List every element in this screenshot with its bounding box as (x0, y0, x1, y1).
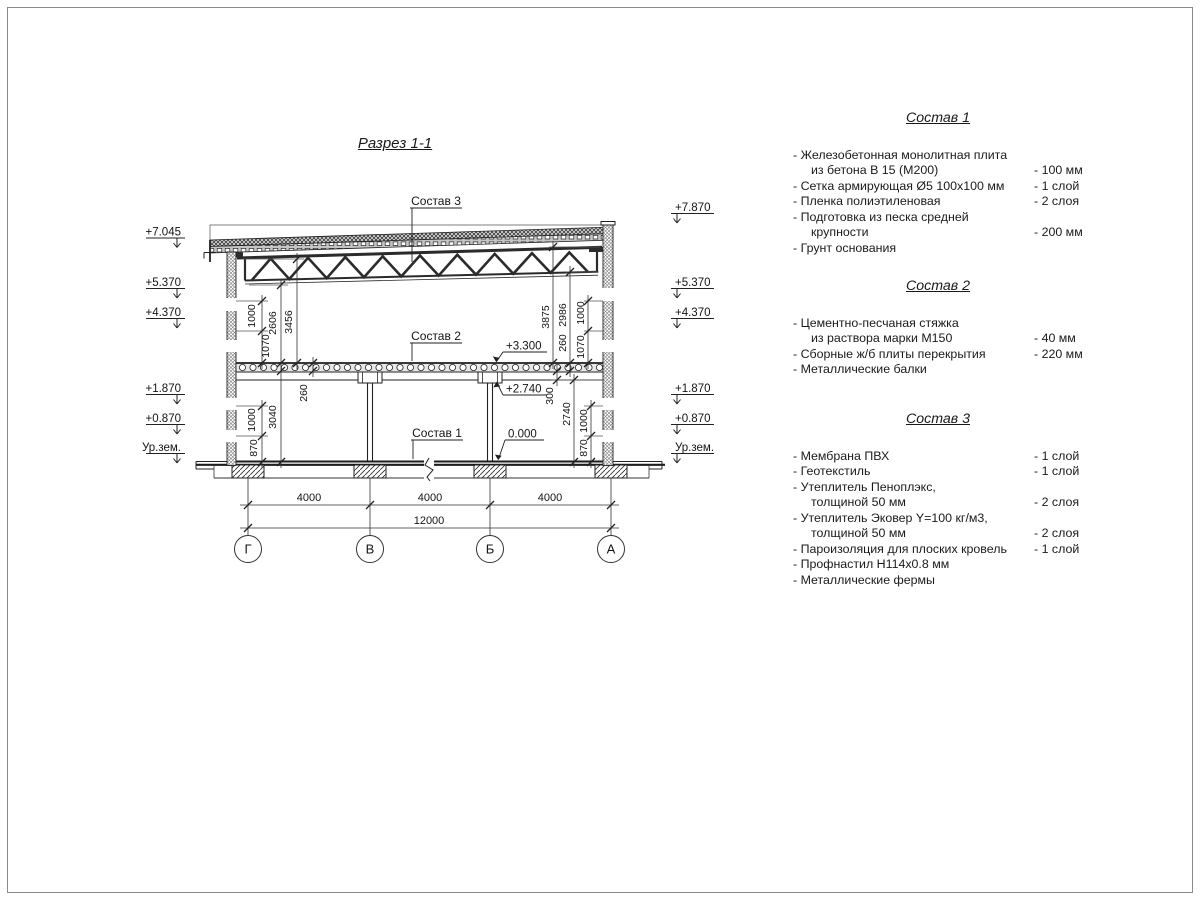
spec-row-text: - Металлические фермы (793, 572, 935, 587)
spec-row-value: - 200 мм (1034, 225, 1083, 240)
spec-title: Состав 3 (905, 411, 971, 427)
elevation-marks-right (671, 202, 714, 463)
dim-text: 1070 (575, 335, 587, 359)
axis-bubbles (235, 536, 625, 563)
dim-text: 260 (557, 334, 569, 352)
spec-block-1 (770, 110, 1106, 256)
spec-row-value: - 220 мм (1034, 346, 1083, 361)
spec-row-text: - Сборные ж/б плиты перекрытия (793, 346, 986, 361)
spec-row-text: толщиной 50 мм (811, 526, 906, 541)
axis-label: Б (485, 541, 495, 557)
spec-row (770, 511, 1106, 526)
comp1-label: Состав 1 (412, 426, 462, 440)
spec-row (770, 148, 1106, 163)
spec-row (770, 331, 1106, 346)
spec-rows (770, 148, 1106, 256)
spec-row-text: - Утеплитель Эковер Y=100 кг/м3, (793, 510, 988, 525)
spec-row-text: из раствора марки М150 (811, 331, 953, 346)
dim-text: 1000 (578, 409, 590, 433)
spec-row (770, 557, 1106, 572)
comp2-label: Состав 2 (411, 329, 461, 343)
spec-row-text: - Профнастил Н114х0.8 мм (793, 557, 950, 572)
spec-block-3 (770, 411, 1106, 588)
dim-text: 260 (298, 384, 310, 402)
spec-row (770, 495, 1106, 510)
spec-row (770, 225, 1106, 240)
spec-title: Состав 1 (905, 110, 971, 126)
spec-row-text: из бетона В 15 (М200) (811, 163, 939, 178)
axis-label: Г (244, 541, 252, 557)
roof-truss (229, 247, 603, 284)
dim-text: 1070 (260, 334, 272, 358)
spec-row (770, 179, 1106, 194)
spec-row-text: - Железобетонная монолитная плита (793, 148, 1008, 162)
dim-text: 2986 (557, 303, 569, 327)
level-mark: +4.370 (675, 307, 711, 319)
dim-text: 3040 (267, 405, 279, 429)
level-mark: +5.370 (145, 277, 181, 289)
dim-text: 1000 (575, 301, 587, 325)
dim-text-span: 4000 (296, 492, 322, 504)
spec-title: Состав 2 (905, 278, 971, 294)
spec-row-text: крупности (811, 225, 869, 240)
spec-row-text: - Металлические балки (793, 362, 927, 377)
spec-row (770, 573, 1106, 588)
spec-row-text: - Пленка полиэтиленовая (793, 194, 941, 209)
spec-row-text: - Пароизоляция для плоских кровель (793, 541, 1007, 556)
floor-slab (227, 363, 613, 380)
level-mark: +7.045 (145, 226, 181, 239)
spec-row-value: - 2 слоя (1034, 495, 1080, 510)
spec-row-text: - Сетка армирующая Ø5 100х100 мм (793, 178, 1005, 193)
spec-rows (770, 449, 1106, 588)
dim-text-span: 4000 (417, 492, 443, 504)
spec-row-value: - 2 слоя (1034, 194, 1080, 209)
spec-row (770, 480, 1106, 495)
dim-text-span: 4000 (537, 492, 563, 504)
dim-text: 1000 (246, 408, 258, 432)
dim-text: 870 (578, 439, 590, 457)
spec-row-text: - Утеплитель Пеноплэкс, (793, 479, 936, 494)
spec-row-value: - 1 слой (1034, 178, 1080, 193)
spec-row (770, 210, 1106, 225)
spec-row (770, 362, 1106, 377)
spec-row (770, 316, 1106, 331)
level-mark: +7.870 (675, 202, 711, 214)
elevation-marks-left (142, 227, 185, 464)
spec-row-text: - Грунт основания (793, 240, 897, 255)
level-mark: +4.370 (145, 307, 181, 319)
level-mark: Ур.зем. (675, 442, 715, 454)
level-mark: +3.300 (506, 340, 542, 353)
level-mark: +0.870 (675, 413, 711, 425)
spec-row-value: - 1 слой (1034, 449, 1080, 463)
dim-text: 3456 (283, 310, 295, 334)
level-mark: +5.370 (675, 277, 711, 289)
level-mark: Ур.зем. (141, 442, 181, 454)
spec-row-value: - 1 слой (1034, 541, 1080, 556)
level-mark: +2.740 (506, 383, 542, 396)
level-mark: +1.870 (145, 383, 181, 395)
dim-text: 3875 (540, 305, 552, 329)
comp3-label: Состав 3 (411, 194, 461, 208)
spec-row-text: толщиной 50 мм (811, 495, 906, 510)
spec-row (770, 194, 1106, 209)
axis-label: В (365, 541, 375, 557)
spec-rows (770, 316, 1106, 378)
level-mark: +1.870 (675, 383, 711, 395)
dim-text: 300 (544, 387, 556, 405)
dim-text: 2606 (267, 311, 279, 335)
ground-foundation (196, 458, 665, 481)
spec-row-text: - Геотекстиль (793, 464, 871, 479)
spec-row (770, 163, 1106, 178)
spec-row-text: - Цементно-песчаная стяжка (793, 316, 959, 330)
parapet-cap (601, 222, 615, 226)
spec-row-text: - Мембрана ПВХ (793, 449, 890, 463)
dim-text: 2740 (561, 402, 573, 426)
dim-text-total: 12000 (413, 515, 445, 527)
spec-block-2 (770, 278, 1106, 378)
spec-row-value: - 2 слоя (1034, 526, 1080, 541)
dim-text: 1000 (246, 304, 258, 328)
spec-row (770, 464, 1106, 479)
spec-row (770, 241, 1106, 256)
spec-row (770, 449, 1106, 464)
columns (358, 372, 502, 462)
spec-row-value: - 40 мм (1034, 331, 1076, 346)
spec-row (770, 526, 1106, 541)
spec-row-value: - 100 мм (1034, 163, 1083, 178)
drawing-title: Разрез 1-1 (357, 135, 433, 152)
spec-row (770, 347, 1106, 362)
level-mark: 0.000 (508, 428, 537, 441)
spec-row-value: - 1 слой (1034, 464, 1080, 479)
spec-row-text: - Подготовка из песка средней (793, 209, 969, 224)
level-mark: +0.870 (145, 413, 181, 425)
dim-text: 870 (248, 439, 260, 457)
spec-row (770, 542, 1106, 557)
elevation-marks-inner (493, 341, 547, 461)
axis-label: А (606, 541, 616, 557)
